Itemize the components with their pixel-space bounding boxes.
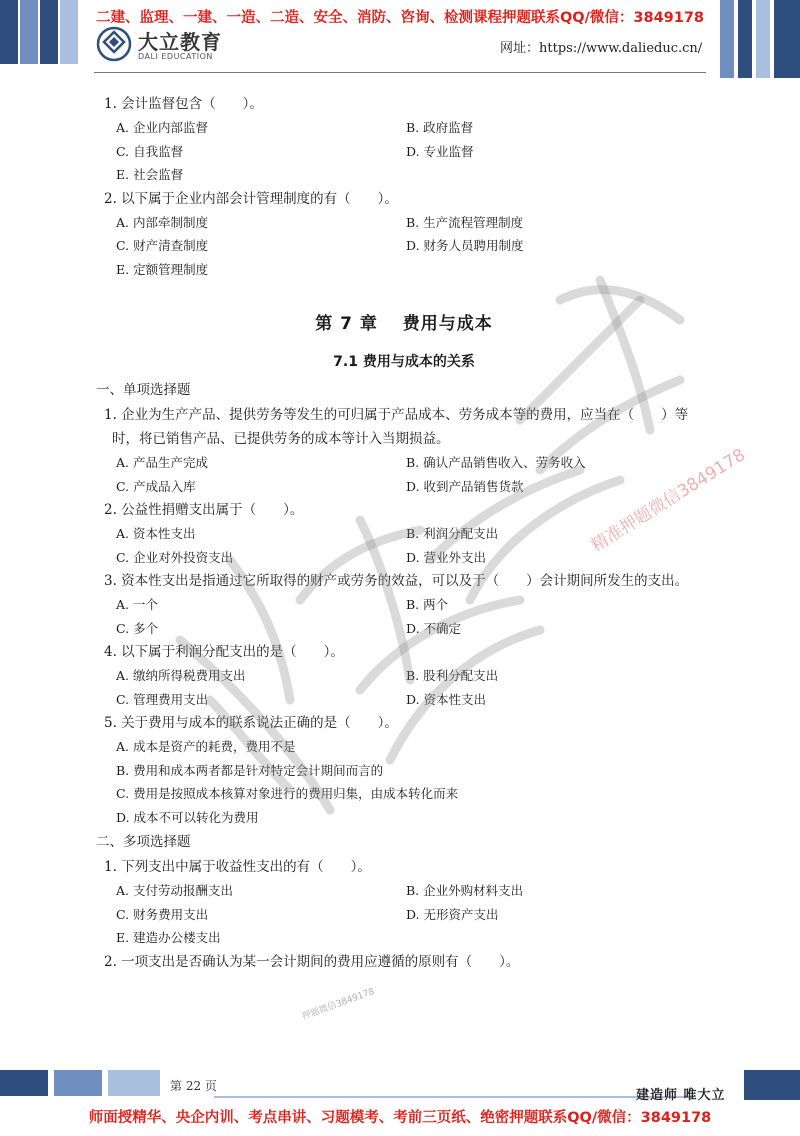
option: D. 不确定 [406,620,462,636]
option: D. 资本性支出 [406,691,487,707]
option: A. 成本是资产的耗费，费用不是 [116,739,296,754]
logo-subtext: DALI EDUCATION [138,52,213,61]
option: C. 管理费用支出 [116,691,209,707]
option-row [116,593,704,617]
prev-chapter-questions [104,92,704,281]
question-text: 1. 会计监督包含（ ）。 [104,96,263,112]
option-row [116,451,704,475]
options [104,735,704,829]
options [104,211,704,282]
option: A. 企业内部监督 [116,120,208,135]
option: C. 产成品入库 [116,478,196,494]
page-number: 第 22 页 [170,1079,217,1093]
option: B. 企业外购材料支出 [406,883,524,898]
option: B. 两个 [406,597,449,612]
question [104,92,704,116]
header-promo: 二建、监理、一建、一造、二造、安全、消防、咨询、检测课程押题联系QQ/微信：3849178 [95,10,705,26]
option-row [116,116,704,140]
question [104,855,704,879]
options [104,664,704,711]
watermark-side-text: 精准押题微信3849178 [587,445,749,557]
option: E. 定额管理制度 [116,261,209,277]
question-text: 2. 公益性捐赠支出属于（ ）。 [104,502,304,518]
option: E. 建造办公楼支出 [116,930,221,945]
option-row [116,140,704,164]
option: A. 内部牵制制度 [116,214,208,230]
option: E. 社会监督 [116,167,184,182]
option: B. 股利分配支出 [406,668,499,683]
option: A. 资本性支出 [116,526,196,541]
chapter-title: 第 7 章 费用与成本 [315,314,493,334]
dali-logo-icon [96,26,132,62]
option: A. 一个 [116,597,158,612]
option: B. 生产流程管理制度 [406,214,524,230]
single-choice-heading: 一、单项选择题 [96,382,191,398]
question-text: 4. 以下属于利润分配支出的是（ ）。 [104,644,344,660]
options [104,451,704,498]
question [104,569,704,593]
option-row [116,806,704,830]
option-row [116,782,704,806]
option: A. 支付劳动报酬支出 [116,883,233,898]
single-choice-questions [104,403,704,829]
option-row [116,879,704,903]
question-text: 1. 企业为生产产品、提供劳务等发生的可归属于产品成本、劳务成本等的费用，应当在（ ）等 [104,407,689,423]
option-row [116,234,704,258]
question [104,498,704,522]
question-text: 2. 以下属于企业内部会计管理制度的有（ ）。 [104,190,398,207]
question-text: 5. 关于费用与成本的联系说法正确的是（ ）。 [104,715,398,731]
options [104,879,704,950]
option: A. 缴纳所得税费用支出 [116,668,246,683]
multi-choice-questions [104,855,704,974]
option: D. 收到产品销售货款 [406,478,524,494]
header-divider [94,72,706,73]
option-row [116,926,704,950]
question [104,640,704,664]
option: B. 利润分配支出 [406,526,499,541]
multi-choice-heading: 二、多项选择题 [96,834,191,850]
question-text-continued: 时，将已销售产品、已提供劳务的成本等计入当期损益。 [112,431,450,447]
option: D. 无形资产支出 [406,906,499,922]
site-url[interactable]: 网址：https://www.dalieduc.cn/ [500,41,703,56]
option-row [116,475,704,499]
option-row [116,211,704,235]
option: B. 确认产品销售收入、劳务收入 [406,455,586,470]
option-row [116,903,704,927]
watermark-small-text: 押题微信3849178 [301,986,376,1023]
question-text: 3. 资本性支出是指通过它所取得的财产或劳务的效益，可以及于（ ）会计期间所发生的支出。 [104,573,689,589]
option: C. 财产清查制度 [116,238,209,253]
option-row [116,258,704,282]
document-body [96,92,704,974]
logo [96,26,446,66]
option-row [116,163,704,187]
options [104,593,704,640]
option: C. 费用是按照成本核算对象进行的费用归集，由成本转化而来 [116,786,459,801]
logo-text: 大立教育 [138,30,222,54]
option: C. 多个 [116,620,159,636]
question-text: 1. 下列支出中属于收益性支出的有（ ）。 [104,859,371,875]
option-row [116,522,704,546]
question [104,403,704,451]
option-row [116,735,704,759]
option: D. 财务人员聘用制度 [406,238,524,253]
option: C. 自我监督 [116,143,184,159]
question [104,187,704,211]
option: D. 营业外支出 [406,549,487,565]
option: C. 财务费用支出 [116,906,209,922]
option: D. 成本不可以转化为费用 [116,809,259,825]
question [104,711,704,735]
option-row [116,546,704,570]
option-row [116,688,704,712]
option: A. 产品生产完成 [116,455,208,470]
option-row [116,664,704,688]
section-title: 7.1 费用与成本的关系 [333,354,475,370]
option: B. 费用和成本两者都是针对特定会计期间而言的 [116,762,384,778]
option: B. 政府监督 [406,120,474,135]
option-row [116,617,704,641]
option: C. 企业对外投资支出 [116,549,234,565]
footer-brand: 建造师 唯大立 [636,1088,726,1103]
question [104,950,704,974]
options [104,116,704,187]
option-row [116,759,704,783]
question-text: 2. 一项支出是否确认为某一会计期间的费用应遵循的原则有（ ）。 [104,953,520,970]
options [104,522,704,569]
footer-promo: 师面授精华、央企内训、考点串讲、习题模考、考前三页纸、绝密押题联系QQ/微信：3849178 [88,1110,712,1126]
option: D. 专业监督 [406,143,474,159]
